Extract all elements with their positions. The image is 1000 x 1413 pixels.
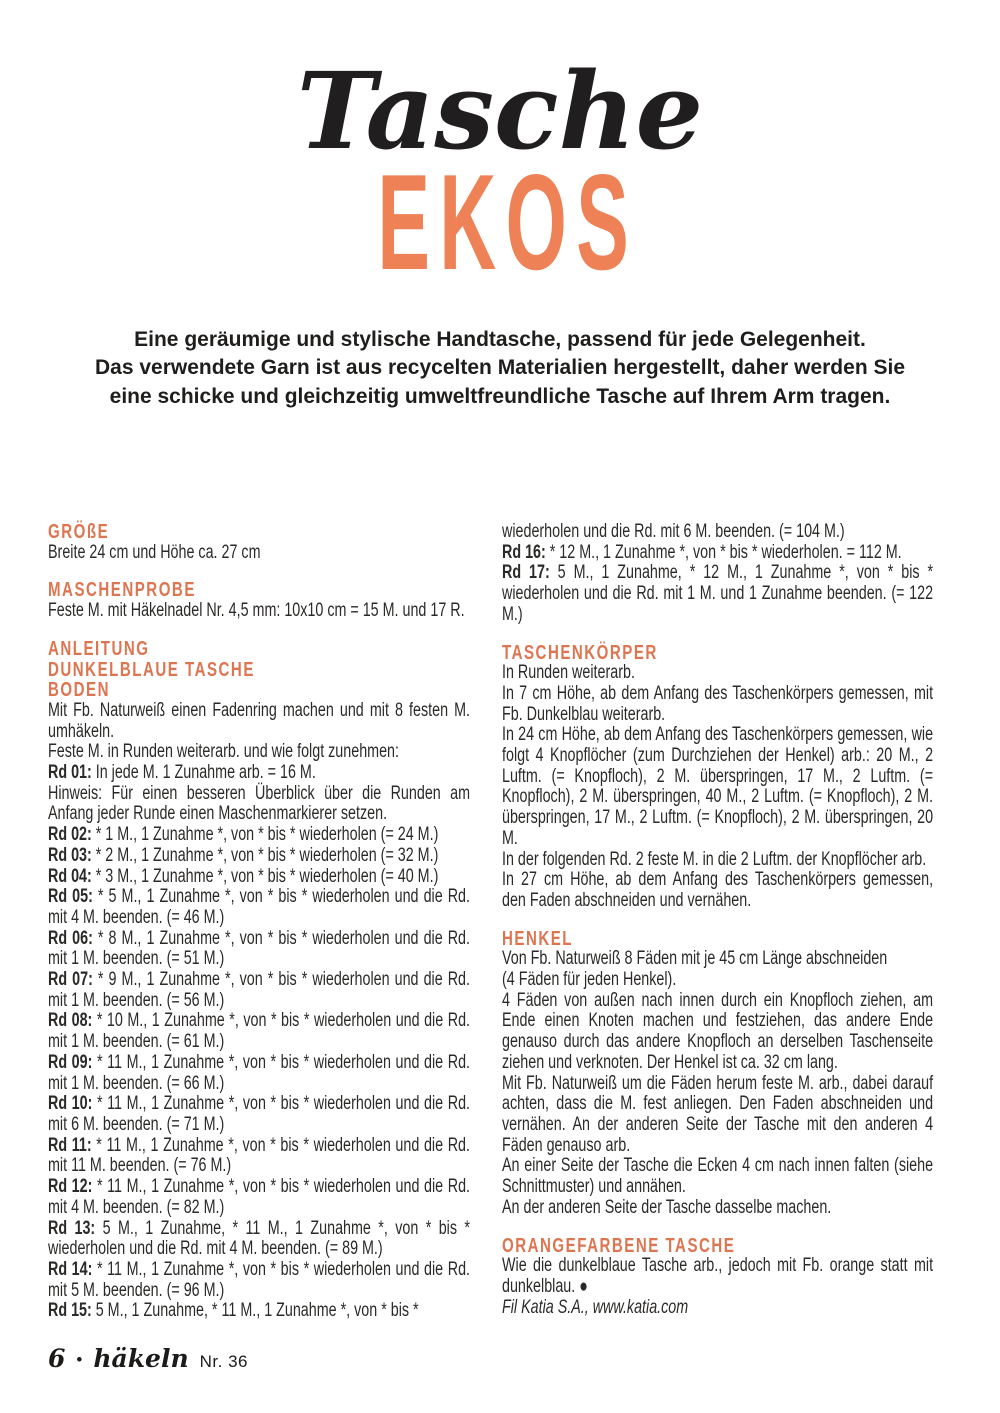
paragraph: [48, 825, 470, 846]
text-run: 5 M., 1 Zunahme, * 11 M., 1 Zunahme *, von * bis *: [91, 1300, 419, 1322]
round-label: Rd 09:: [48, 1051, 93, 1073]
text-run: In Runden weiterarb.: [502, 662, 635, 684]
paragraph: [502, 870, 933, 911]
intro-text: [0, 326, 1000, 412]
paragraph: [48, 1177, 470, 1218]
section-heading-line: DUNKELBLAUE TASCHE: [48, 658, 255, 681]
round-label: Rd 15:: [48, 1300, 92, 1322]
magazine-name: häkeln: [93, 1344, 189, 1373]
text-run: In jede M. 1 Zunahme arb. = 16 M.: [91, 762, 316, 784]
text-run: * 11 M., 1 Zunahme *, von * bis * wiederholen und die Rd. mit 5 M. beenden. (= 96 M.): [48, 1258, 471, 1301]
text-run: * 1 M., 1 Zunahme *, von * bis * wiederholen (= 24 M.): [91, 824, 439, 846]
text-run: Mit Fb. Naturweiß um die Fäden herum feste M. arb., dabei darauf achten, dass die M. fest anliegen. Den Faden abschneiden und vernähen. An der anderen Seite der Tasche mit den anderen 4 Fäden genauso arb.: [502, 1072, 934, 1156]
paragraph: [502, 663, 933, 684]
text-run: Breite 24 cm und Höhe ca. 27 cm: [48, 541, 261, 563]
section-heading: [502, 929, 933, 950]
text-run: * 2 M., 1 Zunahme *, von * bis * wiederholen (= 32 M.): [91, 844, 439, 866]
paragraph: [48, 970, 470, 1011]
text-run: * 11 M., 1 Zunahme *, von * bis * wiederholen und die Rd. mit 6 M. beenden. (= 71 M.): [48, 1093, 471, 1135]
paragraph: [48, 1094, 470, 1135]
section-heading: [502, 643, 933, 664]
section-heading: [48, 580, 470, 601]
column-left: [48, 522, 470, 1322]
text-run: * 11 M., 1 Zunahme *, von * bis * wiederholen und die Rd. mit 11 M. beenden. (= 76 M.): [48, 1134, 471, 1177]
intro-line: Eine geräumige und stylische Handtasche, passend für jede Gelegenheit.: [134, 327, 866, 351]
round-label: Rd 14:: [48, 1258, 93, 1280]
paragraph: [502, 1074, 933, 1157]
round-label: Rd 05:: [48, 886, 93, 908]
text-run: Wie die dunkelblaue Tasche arb., jedoch mit Fb. orange statt mit dunkelblau. ●: [502, 1255, 934, 1297]
paragraph: [48, 701, 470, 742]
issue-number: Nr. 36: [199, 1352, 248, 1371]
paragraph: [502, 970, 933, 991]
page-number: 6: [48, 1344, 66, 1373]
paragraph: [48, 1260, 470, 1301]
section-heading-line: HENKEL: [502, 927, 574, 950]
section-heading-line: GRÖßE: [48, 521, 110, 543]
text-run: * 9 M., 1 Zunahme *, von * bis * wiederholen und die Rd. mit 1 M. beenden. (= 56 M.): [48, 969, 471, 1011]
paragraph: [502, 991, 933, 1074]
text-run: (4 Fäden für jeden Henkel).: [502, 969, 677, 991]
round-label: Rd 08:: [48, 1010, 93, 1032]
text-run: In 7 cm Höhe, ab dem Anfang des Taschenkörpers gemessen, mit Fb. Dunkelblau weiterarb.: [502, 682, 934, 725]
text-run: Von Fb. Naturweiß 8 Fäden mit je 45 cm Länge abschneiden: [502, 948, 888, 970]
paragraph: [48, 601, 470, 622]
text-run: Feste M. mit Häkelnadel Nr. 4,5 mm: 10x10 cm = 15 M. und 17 R.: [48, 600, 465, 622]
section-heading-line: BODEN: [48, 679, 110, 702]
text-run: * 11 M., 1 Zunahme *, von * bis * wiederholen und die Rd. mit 1 M. beenden. (= 66 M.): [48, 1051, 471, 1094]
paragraph: [502, 1298, 933, 1319]
text-run: * 11 M., 1 Zunahme *, von * bis * wiederholen und die Rd. mit 4 M. beenden. (= 82 M.): [48, 1176, 471, 1218]
round-label: Rd 12:: [48, 1176, 93, 1198]
round-label: Rd 10:: [48, 1093, 93, 1115]
text-run: Hinweis: Für einen besseren Überblick über die Runden am Anfang jeder Runde einen Maschenmarkierer setzen.: [48, 782, 471, 825]
text-run: 5 M., 1 Zunahme, * 11 M., 1 Zunahme *, von * bis * wiederholen und die Rd. mit 4 M. beenden. (= 89 M.): [48, 1217, 471, 1260]
round-label: Rd 06:: [48, 927, 93, 949]
round-label: Rd 07:: [48, 969, 93, 991]
paragraph: [48, 929, 470, 970]
intro-line: eine schicke und gleichzeitig umweltfreundliche Tasche auf Ihrem Arm tragen.: [109, 384, 891, 408]
text-run: * 5 M., 1 Zunahme *, von * bis * wiederholen und die Rd. mit 4 M. beenden. (= 46 M.): [48, 886, 471, 928]
paragraph: [502, 684, 933, 725]
round-label: Rd 04:: [48, 865, 92, 887]
round-label: Rd 02:: [48, 824, 92, 846]
text-run: wiederholen und die Rd. mit 6 M. beenden. (= 104 M.): [502, 521, 845, 542]
paragraph: [502, 1156, 933, 1197]
paragraph: [48, 1219, 470, 1260]
section-heading: [48, 522, 470, 543]
round-label: Rd 13:: [48, 1217, 96, 1239]
footer-bullet-icon: •: [76, 1350, 83, 1369]
text-run: An einer Seite der Tasche die Ecken 4 cm nach innen falten (siehe Schnittmuster) und annähen.: [502, 1155, 934, 1198]
text-run: 4 Fäden von außen nach innen durch ein Knopfloch ziehen, am Ende einen Knoten machen und festziehen, das andere Ende genauso durch das andere Knopfloch an derselben Taschenseite ziehen und verknoten. Der Henkel ist ca. 32 cm lang.: [502, 989, 934, 1073]
text-run: In 24 cm Höhe, ab dem Anfang des Taschenkörpers gemessen, wie folgt 4 Knopflöcher (zum Durchziehen der Henkel) arb.: 20 M., 2 Luftm. (= Knopfloch), 2 M. überspringen, 17 M., 2 Luftm. (= Knopfloch), 2 M. überspringen, 40 M., 2 Luftm. (= Knopfloch), 2 M. überspringen, 17 M., 2 Luftm. (= Knopfloch), 2 M. überspringen, 20 M.: [502, 724, 934, 849]
page-title-name-text: EKOS: [377, 145, 639, 298]
paragraph: [502, 850, 933, 871]
text-run: * 10 M., 1 Zunahme *, von * bis * wiederholen und die Rd. mit 1 M. beenden. (= 61 M.): [48, 1010, 471, 1053]
paragraph: [502, 949, 933, 970]
text-run: In 27 cm Höhe, ab dem Anfang des Taschenkörpers gemessen, den Faden abschneiden und vernähen.: [502, 869, 934, 911]
section-heading-line: ORANGEFARBENE TASCHE: [502, 1234, 736, 1257]
text-run: Feste M. in Runden weiterarb. und wie folgt zunehmen:: [48, 741, 400, 763]
paragraph: [48, 742, 470, 763]
section-heading: [502, 1236, 933, 1257]
paragraph: [48, 543, 470, 564]
intro-line: Das verwendete Garn ist aus recycelten Materialien hergestellt, daher werden Sie: [95, 356, 905, 380]
paragraph: [502, 725, 933, 849]
round-label: Rd 17:: [502, 562, 550, 584]
text-run: 5 M., 1 Zunahme, * 12 M., 1 Zunahme *, von * bis * wiederholen und die Rd. mit 1 M. und 1 Zunahme beenden. (= 122 M.): [502, 562, 934, 625]
text-run: * 3 M., 1 Zunahme *, von * bis * wiederholen (= 40 M.): [91, 865, 439, 887]
round-label: Rd 11:: [48, 1134, 92, 1156]
page-title-script: Tasche: [296, 48, 704, 173]
page-title-name: [0, 145, 1000, 298]
section-heading: [48, 639, 470, 701]
text-run: In der folgenden Rd. 2 feste M. in die 2 Luftm. der Knopflöcher arb.: [502, 848, 927, 870]
paragraph: [502, 522, 933, 543]
section-heading-line: MASCHENPROBE: [48, 579, 196, 602]
paragraph: [48, 887, 470, 928]
section-heading-line: TASCHENKÖRPER: [502, 641, 658, 664]
paragraph: [502, 1256, 933, 1297]
paragraph: [48, 867, 470, 888]
text-run: Mit Fb. Naturweiß einen Fadenring machen und mit 8 festen M. umhäkeln.: [48, 699, 471, 742]
text-run: * 8 M., 1 Zunahme *, von * bis * wiederholen und die Rd. mit 1 M. beenden. (= 51 M.): [48, 927, 471, 970]
paragraph: [48, 1011, 470, 1052]
paragraph: [502, 563, 933, 625]
section-heading-line: ANLEITUNG: [48, 637, 150, 660]
paragraph: [502, 543, 933, 564]
paragraph: [48, 763, 470, 784]
round-label: Rd 16:: [502, 541, 546, 563]
round-label: Rd 01:: [48, 762, 92, 784]
page-footer: [48, 1344, 248, 1373]
text-run: An der anderen Seite der Tasche dasselbe machen.: [502, 1196, 832, 1218]
paragraph: [48, 784, 470, 825]
paragraph: [502, 1198, 933, 1219]
text-run: Fil Katia S.A., www.katia.com: [502, 1296, 689, 1318]
round-label: Rd 03:: [48, 844, 92, 866]
paragraph: [48, 1301, 470, 1322]
text-run: * 12 M., 1 Zunahme *, von * bis * wiederholen. = 112 M.: [545, 541, 902, 563]
paragraph: [48, 846, 470, 867]
paragraph: [48, 1053, 470, 1094]
paragraph: [48, 1136, 470, 1177]
column-right: [502, 522, 933, 1318]
